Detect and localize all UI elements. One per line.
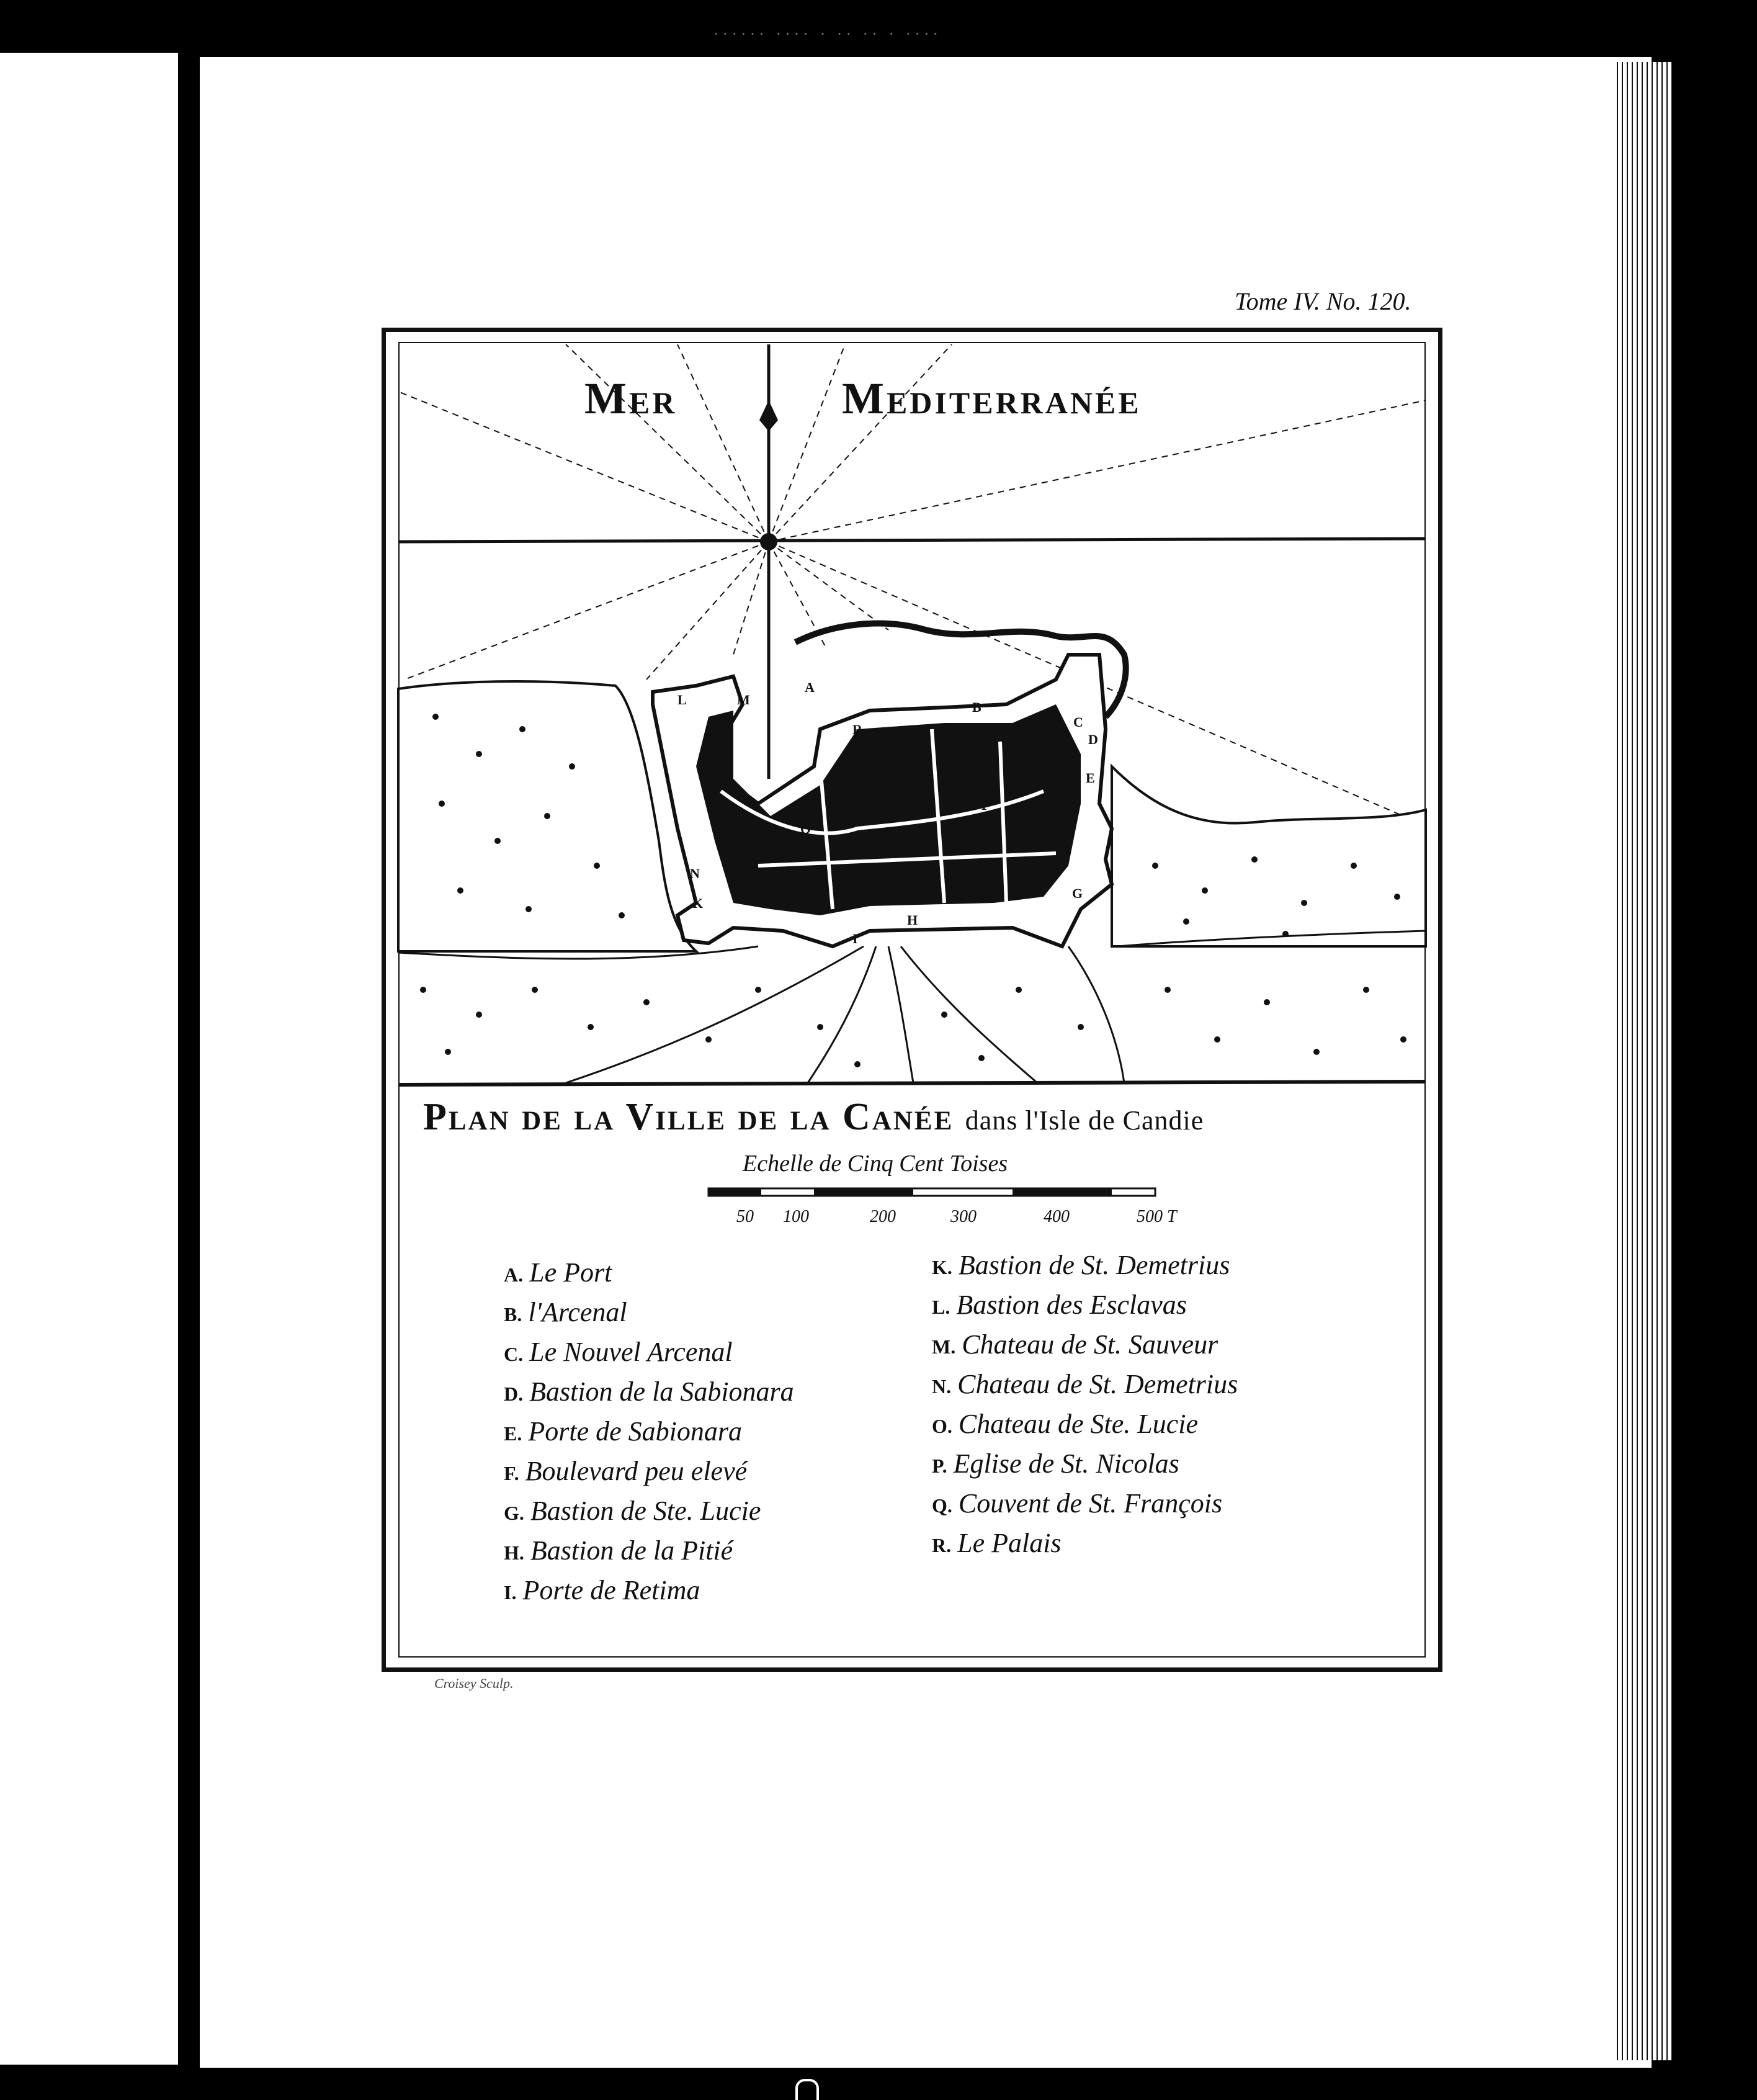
- city-blocks: [696, 704, 1081, 915]
- scan-header: ······ ···· · ·· ·· · ····: [713, 25, 942, 43]
- scale-tick-100: 100: [783, 1207, 809, 1226]
- map-label-D: D: [1088, 732, 1098, 747]
- map-label-A: A: [805, 680, 815, 695]
- scale-bar: [386, 1181, 1438, 1218]
- legend-letter: Q.: [932, 1494, 952, 1517]
- legend-item: [932, 1289, 1238, 1329]
- legend-text: Chateau de St. Demetrius: [957, 1369, 1238, 1399]
- legend-text: Porte de Sabionara: [528, 1416, 742, 1447]
- horizon-line: [398, 539, 1426, 542]
- legend-letter: N.: [932, 1375, 952, 1398]
- legend-text: Boulevard peu elevé: [525, 1456, 748, 1486]
- bottom-clip-mark: [795, 2079, 819, 2100]
- compass-center: [760, 533, 777, 550]
- map-label-L: L: [677, 692, 687, 707]
- legend-letter: R.: [932, 1534, 952, 1556]
- scale-tick-500: 500 T: [1137, 1207, 1177, 1226]
- map-label-R: R: [852, 722, 862, 737]
- legend-letter: G.: [504, 1502, 524, 1524]
- legend-letter: M.: [932, 1335, 956, 1358]
- legend-text: Bastion des Esclavas: [956, 1290, 1187, 1320]
- legend-item: [932, 1408, 1238, 1448]
- map-label-E: E: [1086, 770, 1095, 786]
- legend-left-column: [504, 1257, 794, 1614]
- legend-letter: L.: [932, 1296, 950, 1318]
- plan-title: [423, 1095, 1204, 1139]
- legend-text: Chateau de Ste. Lucie: [958, 1409, 1199, 1439]
- legend-letter: O.: [932, 1415, 952, 1437]
- map-label-F: F: [1066, 804, 1075, 819]
- map-label-I: I: [852, 931, 858, 946]
- map-label-G: G: [1072, 886, 1083, 901]
- legend-item: [504, 1336, 794, 1376]
- plate-number: Tome IV. No. 120.: [1235, 287, 1411, 315]
- legend-letter: F.: [504, 1462, 519, 1484]
- legend-letter: B.: [504, 1303, 522, 1326]
- scale-tick-50: 50: [736, 1207, 754, 1226]
- legend-text: Le Palais: [957, 1528, 1062, 1558]
- legend-letter: P.: [932, 1455, 947, 1477]
- legend-item: [504, 1495, 794, 1535]
- left-page: [0, 53, 178, 2065]
- map-label-B: B: [972, 699, 981, 715]
- legend-text: Porte de Retima: [522, 1575, 700, 1605]
- map-plate: [382, 328, 1442, 1672]
- legend-letter: D.: [504, 1383, 524, 1405]
- plan-subtitle: dans l'Isle de Candie: [965, 1105, 1204, 1136]
- legend-text: Bastion de Ste. Lucie: [530, 1496, 761, 1526]
- legend-text: Le Port: [529, 1257, 612, 1288]
- legend-item: [504, 1376, 794, 1416]
- legend-item: [932, 1487, 1238, 1527]
- legend-text: Chateau de St. Sauveur: [962, 1329, 1218, 1360]
- legend-item: [932, 1448, 1238, 1487]
- map-label-K: K: [692, 895, 704, 911]
- legend-item: [504, 1416, 794, 1455]
- engraver-signature: Croisey Sculp.: [434, 1676, 514, 1691]
- legend-item: [932, 1368, 1238, 1408]
- legend-letter: K.: [932, 1256, 952, 1278]
- legend-text: Couvent de St. François: [958, 1488, 1223, 1519]
- legend-item: [932, 1329, 1238, 1368]
- fleur-de-lis-icon: [759, 400, 778, 431]
- legend-letter: I.: [504, 1581, 517, 1604]
- map-label-H: H: [907, 912, 918, 928]
- map-label-O: O: [1044, 863, 1055, 879]
- east-coast: [1112, 766, 1426, 946]
- legend-letter: C.: [504, 1343, 524, 1365]
- legend-letter: A.: [504, 1263, 524, 1286]
- map-label-P: P: [981, 797, 990, 813]
- legend-item: [504, 1296, 794, 1336]
- legend-letter: H.: [504, 1541, 524, 1564]
- scale-tick-400: 400: [1044, 1207, 1070, 1226]
- map-drawing: [386, 332, 1438, 1089]
- legend-item: [932, 1249, 1238, 1289]
- scale-tick-200: 200: [870, 1207, 896, 1226]
- page-edges: [1613, 62, 1672, 2060]
- legend-item: [932, 1527, 1238, 1567]
- legend-text: Bastion de St. Demetrius: [958, 1250, 1230, 1280]
- plan-title-main: Plan de la Ville de la Canée: [423, 1096, 954, 1138]
- map-label-C: C: [1073, 714, 1083, 730]
- legend-text: Le Nouvel Arcenal: [529, 1337, 733, 1367]
- roads: [398, 931, 1426, 1083]
- scale-label: Echelle de Cinq Cent Toises: [743, 1151, 1008, 1177]
- legend-letter: E.: [504, 1422, 522, 1445]
- map-label-N: N: [690, 866, 700, 881]
- map-label-Q: Q: [800, 821, 811, 837]
- legend-text: Eglise de St. Nicolas: [953, 1448, 1179, 1479]
- legend-text: l'Arcenal: [528, 1297, 627, 1327]
- sea-title-left: Mer: [584, 374, 677, 423]
- legend-right-column: [932, 1249, 1238, 1567]
- legend-item: [504, 1455, 794, 1495]
- map-label-M: M: [737, 692, 750, 707]
- legend-text: Bastion de la Pitié: [530, 1535, 733, 1566]
- legend-text: Bastion de la Sabionara: [529, 1376, 794, 1407]
- legend-item: [504, 1574, 794, 1614]
- sea-title-right: Mediterranée: [842, 374, 1142, 423]
- legend-item: [504, 1257, 794, 1296]
- map-bottom-line: [398, 1082, 1426, 1085]
- legend-item: [504, 1535, 794, 1574]
- scale-tick-300: 300: [950, 1207, 977, 1226]
